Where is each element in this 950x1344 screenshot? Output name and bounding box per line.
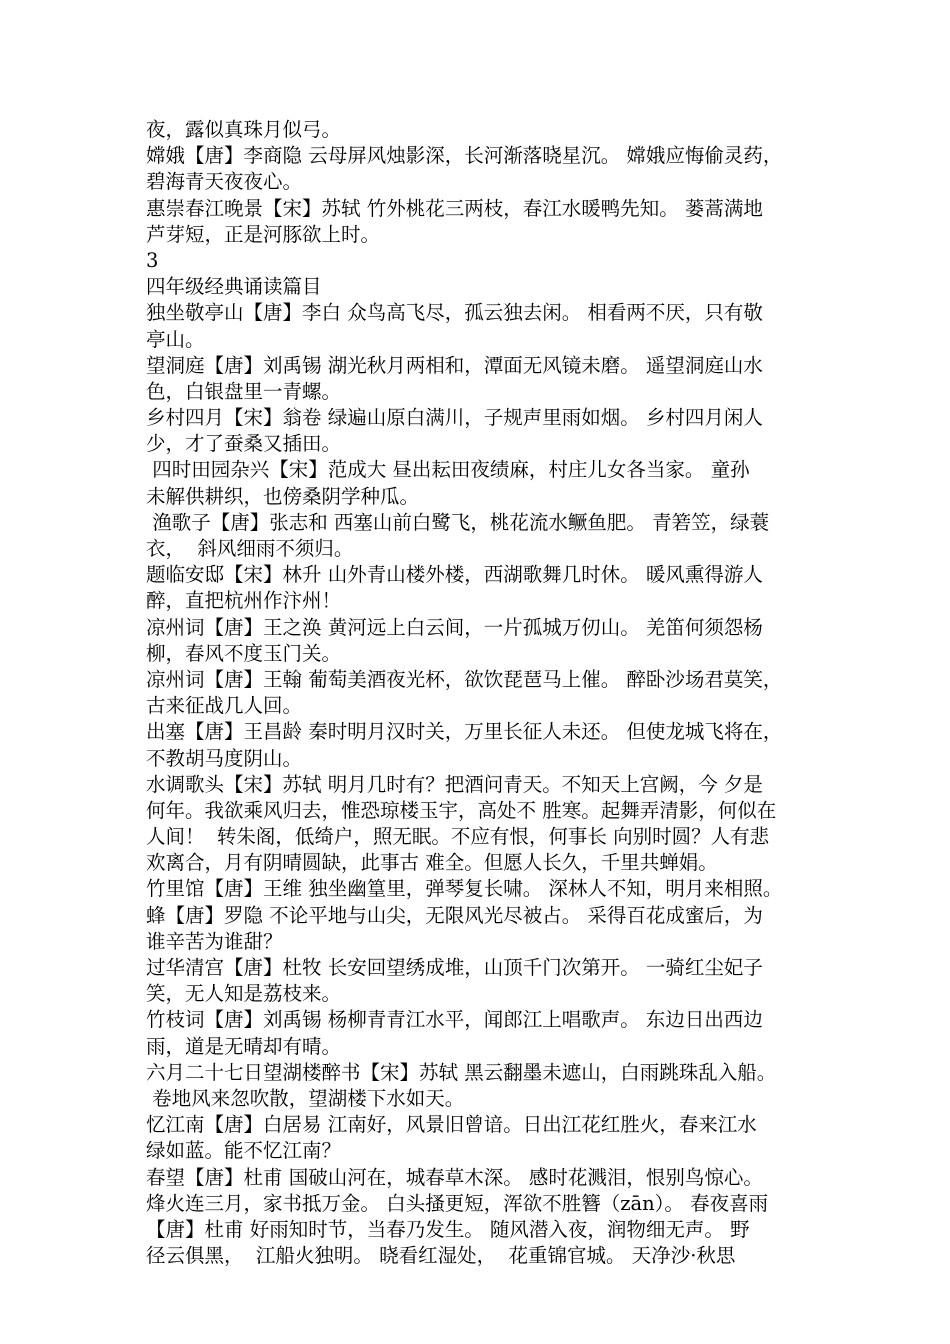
text-line: 绿如蓝。能不忆江南？ (146, 1139, 342, 1163)
text-line: 【唐】杜甫 好雨知时节，当春乃发生。 随风潜入夜，润物细无声。 野 (146, 1217, 750, 1241)
text-line: 少，才了蚕桑又插田。 (146, 432, 342, 456)
text-line: 竹里馆【唐】王维 独坐幽篁里，弹琴复长啸。 深林人不知，明月来相照。 (146, 877, 783, 901)
document-body (146, 117, 816, 1269)
text-line: 出塞【唐】王昌龄 秦时明月汉时关，万里长征人未还。 但使龙城飞将在， (146, 720, 783, 744)
text-line: 未解供耕织，也傍桑阴学种瓜。 (146, 484, 420, 508)
text-line: 竹枝词【唐】刘禹锡 杨柳青青江水平，闻郎江上唱歌声。 东边日出西边 (146, 1008, 763, 1032)
text-line: 望洞庭【唐】刘禹锡 湖光秋月两相和，潭面无风镜未磨。 遥望洞庭山水 (146, 353, 763, 377)
text-line: 渔歌子【唐】张志和 西塞山前白鹭飞，桃花流水鳜鱼肥。 青箬笠，绿蓑 (146, 510, 770, 534)
text-line: 何年。我欲乘风归去，惟恐琼楼玉宇，高处不 胜寒。起舞弄清影，何似在 (146, 798, 777, 822)
text-line: 不教胡马度阴山。 (146, 746, 303, 770)
text-line: 柳，春风不度玉门关。 (146, 641, 342, 665)
text-line: 水调歌头【宋】苏轼 明月几时有？把酒问青天。不知天上宫阙，今 夕是 (146, 772, 763, 796)
text-line: 3 (146, 248, 159, 272)
text-line: 谁辛苦为谁甜？ (146, 929, 283, 953)
text-line: 亭山。 (146, 327, 205, 351)
text-line: 烽火连三月，家书抵万金。 白头搔更短，浑欲不胜簪（zān）。 春夜喜雨 (146, 1191, 769, 1215)
text-line: 色，白银盘里一青螺。 (146, 379, 342, 403)
text-line: 径云俱黑， 江船火独明。 晓看红湿处， 花重锦官城。 天净沙·秋思 (146, 1244, 736, 1268)
text-line: 碧海青天夜夜心。 (146, 170, 303, 194)
text-line: 凉州词【唐】王之涣 黄河远上白云间，一片孤城万仞山。 羌笛何须怨杨 (146, 615, 763, 639)
text-line: 凉州词【唐】王翰 葡萄美酒夜光杯，欲饮琵琶马上催。 醉卧沙场君莫笑， (146, 667, 783, 691)
text-line: 惠崇春江晚景【宋】苏轼 竹外桃花三两枝，春江水暖鸭先知。 蒌蒿满地 (146, 196, 763, 220)
text-line: 夜，露似真珠月似弓。 (146, 118, 342, 141)
text-line: 衣， 斜风细雨不须归。 (146, 537, 354, 560)
text-line: 人间！ 转朱阁，低绮户，照无眠。不应有恨，何事长 向别时圆？人有悲 (146, 825, 770, 849)
text-line: 嫦娥【唐】李商隐 云母屏风烛影深，长河渐落晓星沉。 嫦娥应悔偷灵药， (146, 144, 783, 168)
text-line: 春望【唐】杜甫 国破山河在，城春草木深。 感时花溅泪，恨别鸟惊心。 (146, 1165, 763, 1189)
text-line: 忆江南【唐】白居易 江南好，风景旧曾谙。日出江花红胜火，春来江水 (146, 1113, 757, 1137)
text-line: 六月二十七日望湖楼醉书【宋】苏轼 黑云翻墨未遮山，白雨跳珠乱入船。 (146, 1060, 777, 1084)
text-line: 芦芽短，正是河豚欲上时。 (146, 222, 381, 246)
text-line: 卷地风来忽吹散，望湖楼下水如天。 (146, 1086, 465, 1110)
text-line: 题临安邸【宋】林升 山外青山楼外楼，西湖歌舞几时休。 暖风熏得游人 (146, 563, 763, 587)
text-line: 乡村四月【宋】翁卷 绿遍山原白满川，子规声里雨如烟。 乡村四月闲人 (146, 406, 763, 430)
text-line: 四时田园杂兴【宋】范成大 昼出耘田夜绩麻，村庄儿女各当家。 童孙 (146, 458, 750, 482)
text-line: 雨，道是无晴却有晴。 (146, 1034, 342, 1058)
text-line: 笑，无人知是荔枝来。 (146, 982, 342, 1006)
text-line: 古来征战几人回。 (146, 694, 303, 718)
text-line: 过华清宫【唐】杜牧 长安回望绣成堆，山顶千门次第开。 一骑红尘妃子 (146, 956, 763, 979)
text-line: 独坐敬亭山【唐】李白 众鸟高飞尽，孤云独去闲。 相看两不厌，只有敬 (146, 301, 763, 325)
text-line: 欢离合，月有阴晴圆缺，此事古 难全。但愿人长久，千里共蝉娟。 (146, 851, 718, 875)
text-line: 蜂【唐】罗隐 不论平地与山尖，无限风光尽被占。 采得百花成蜜后，为 (146, 903, 763, 927)
text-line: 四年级经典诵读篇目 (146, 275, 322, 299)
text-line: 醉，直把杭州作汴州！ (146, 589, 342, 613)
